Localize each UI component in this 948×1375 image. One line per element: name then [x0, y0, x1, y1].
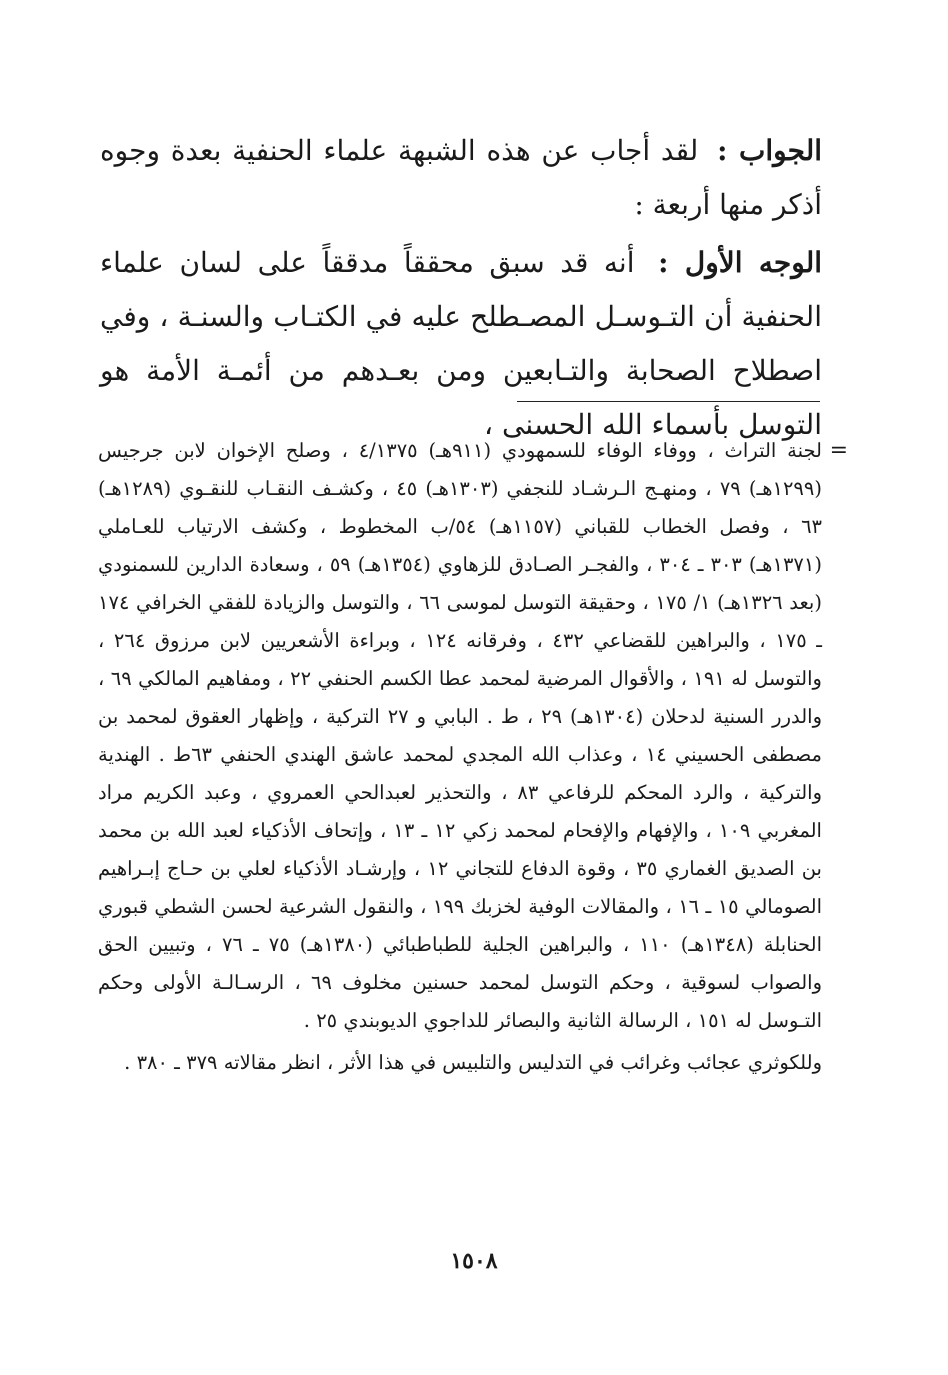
answer-paragraph: [100, 124, 822, 232]
answer-heading: الجواب :: [717, 134, 823, 167]
footnotes: [98, 432, 848, 1082]
footnote-continued: [98, 432, 848, 1040]
footnote-text: لجنة التراث ، ووفاء الوفاء للسمهودي (٩١١هـ) ٤/١٣٧٥ ، وصلح الإخوان لابن جرجيس (١٢٩٩هـ) ٧٩ ، ومنهـج الـرشـاد للنجفي (١٣٠٣هـ) ٤٥ ، وكشـف النقـاب للنقـوي (١٢٨٩هـ) ٦٣ ، وفصل الخطاب للقباني (١١٥٧هـ) ٥٤/ب المخطوط ، وكشف الارتياب للعـاملي (١٣٧١هـ) ٣٠٣ ـ ٣٠٤ ، والفجـر الصـادق للزهاوي (١٣٥٤هـ) ٥٩ ، وسعادة الدارين للسمنودي (بعد ١٣٢٦هـ) ١/ ١٧٥ ، وحقيقة التوسل لموسى ٦٦ ، والتوسل والزيادة للفقي الخرافي ١٧٤ ـ ١٧٥ ، والبراهين للقضاعي ٤٣٢ ، وفرقانه ١٢٤ ، وبراءة الأشعريين لابن مرزوق ٢٦٤ ، والتوسل له ١٩١ ، والأقوال المرضية لمحمد عطا الكسم الحنفي ٢٢ ، ومفاهيم المالكي ٦٩ ، والدرر السنية لدحلان (١٣٠٤هـ) ٢٩ ، ط . البابي و ٢٧ التركية ، وإظهار العقوق لمحمد بن مصطفى الحسيني ١٤ ، وعذاب الله المجدي لمحمد عاشق الهندي الحنفي ٦٣ط . الهندية والتركية ، والرد المحكم للرفاعي ٨٣ ، والتحذير لعبدالحي العمروي ، وعبد الكريم مراد المغربي ١٠٩ ، والإفهام والإفحام لمحمد زكي ١٢ ـ ١٣ ، وإتحاف الأذكياء لعبد الله بن محمد بن الصديق الغماري ٣٥ ، وقوة الدفاع للتجاني ١٢ ، وإرشـاد الأذكياء لعلي بن حـاج إبـراهيم الصومالي ١٥ ـ ١٦ ، والمقالات الوفية لخزبك ١٩٩ ، والنقول الشرعية لحسن الشطي قبوري الحنابلة (١٣٤٨هـ) ١١٠ ، والبراهين الجلية للطباطبائي (١٣٨٠هـ) ٧٥ ـ ٧٦ ، وتبيين الحق والصواب لسوقية ، وحكم التوسل لمحمد حسنين مخلوف ٦٩ ، الرسـالـة الأولى وحكم التـوسل له ١٥١ ، الرسالة الثانية والبصائر للداجوي الديوبندي ٢٥ .: [98, 439, 823, 1032]
page-number: ١٥٠٨: [450, 1248, 498, 1274]
footnote-divider: [517, 401, 820, 402]
first-aspect-paragraph: [100, 236, 822, 452]
answer-text: لقد أجاب عن هذه الشبهة علماء الحنفية بعدة وجوه أذكر منها أربعة :: [100, 134, 822, 221]
footnote-kawthari: [98, 1044, 822, 1082]
footnote-text: وللكوثري عجائب وغرائب في التدليس والتلبيس في هذا الأثر ، انظر مقالاته ٣٧٩ ـ ٣٨٠ .: [124, 1051, 822, 1074]
continuation-mark: =: [829, 438, 848, 463]
first-aspect-heading: الوجه الأول :: [658, 246, 823, 279]
first-aspect-text: أنه قد سبق محققاً مدققاً على لسان علماء الحنفية أن التـوسـل المصـطلح عليه في الكتـاب والسنـة ، وفي اصطلاح الصحابة والتـابعين ومن بعـدهم من أئمـة الأمة هو التوسل بأسماء الله الحسنى ،: [100, 246, 822, 441]
main-text: [100, 124, 822, 456]
